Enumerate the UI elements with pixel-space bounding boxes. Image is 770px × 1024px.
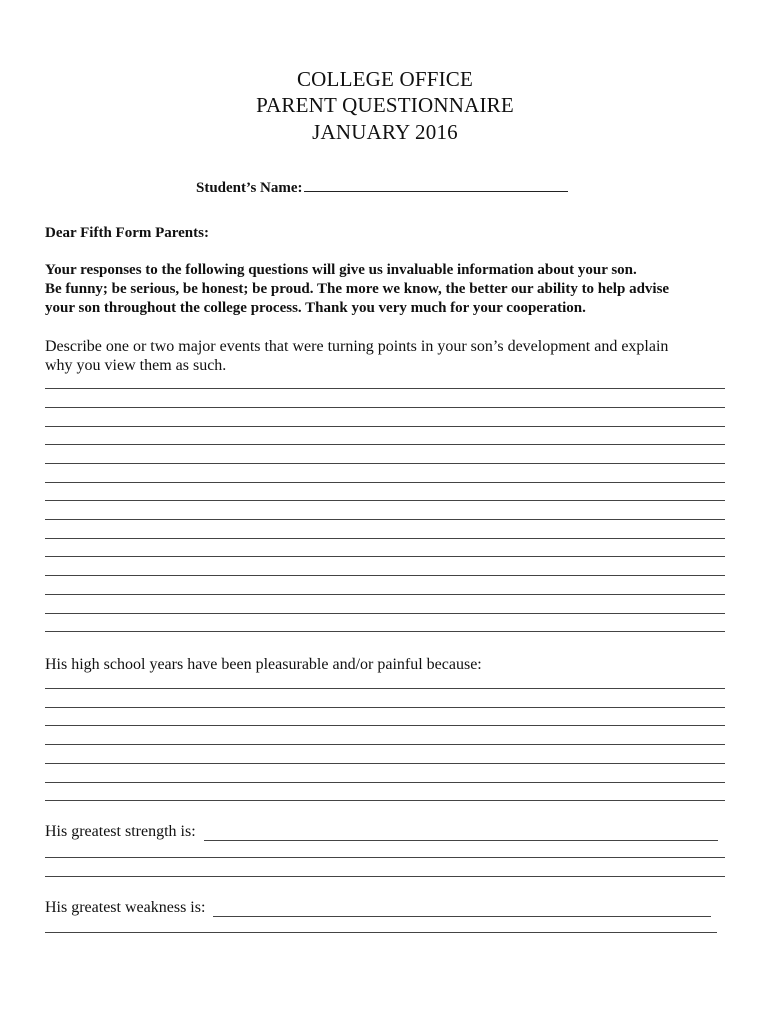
form-office-title: COLLEGE OFFICE [296, 67, 474, 91]
form-questionnaire-title: PARENT QUESTIONNAIRE [256, 93, 514, 117]
student-name-label: Student’s Name: [196, 180, 303, 196]
answer-line[interactable] [45, 575, 725, 576]
intro-paragraph [45, 261, 735, 318]
intro-line-2: Be funny; be serious, be honest; be proud. The more we know, the better our ability to help advise [45, 281, 670, 297]
answer-line[interactable] [45, 463, 725, 464]
student-name-field[interactable] [196, 177, 568, 197]
answer-line[interactable] [45, 482, 725, 483]
question-greatest-strength [45, 822, 718, 841]
answer-line[interactable] [45, 744, 725, 745]
answer-line[interactable] [45, 932, 717, 933]
answer-line[interactable] [45, 519, 725, 520]
answer-line[interactable] [45, 631, 725, 632]
answer-line[interactable] [45, 857, 725, 858]
answer-line[interactable] [45, 688, 725, 689]
question-turning-points-line-2: why you view them as such. [45, 357, 227, 374]
salutation: Dear Fifth Form Parents: [45, 225, 209, 241]
question-greatest-weakness-label: His greatest weakness is: [45, 899, 206, 916]
intro-line-1: Your responses to the following questions will give us invaluable information about your son. [45, 262, 637, 278]
answer-line[interactable] [45, 800, 725, 801]
answer-line[interactable] [45, 500, 725, 501]
answer-line[interactable] [213, 901, 711, 917]
answer-line[interactable] [45, 407, 725, 408]
answer-line[interactable] [45, 707, 725, 708]
answer-line[interactable] [204, 825, 718, 841]
answer-line[interactable] [45, 725, 725, 726]
question-turning-points [45, 337, 668, 375]
question-turning-points-line-1: Describe one or two major events that were turning points in your son’s development and explain [45, 338, 669, 355]
answer-line[interactable] [45, 444, 725, 445]
form-date-title: JANUARY 2016 [312, 120, 458, 144]
answer-line[interactable] [45, 613, 725, 614]
question-greatest-strength-label: His greatest strength is: [45, 823, 196, 840]
question-greatest-weakness [45, 898, 711, 917]
answer-line[interactable] [45, 426, 725, 427]
answer-line[interactable] [45, 782, 725, 783]
student-name-blank[interactable] [304, 177, 568, 192]
answer-line[interactable] [45, 594, 725, 595]
intro-line-3: your son throughout the college process. Thank you very much for your cooperation. [45, 300, 586, 316]
answer-line[interactable] [45, 876, 725, 877]
answer-line[interactable] [45, 538, 725, 539]
answer-line[interactable] [45, 556, 725, 557]
answer-line[interactable] [45, 763, 725, 764]
question-high-school-years: His high school years have been pleasurable and/or painful because: [45, 656, 482, 673]
answer-line[interactable] [45, 388, 725, 389]
